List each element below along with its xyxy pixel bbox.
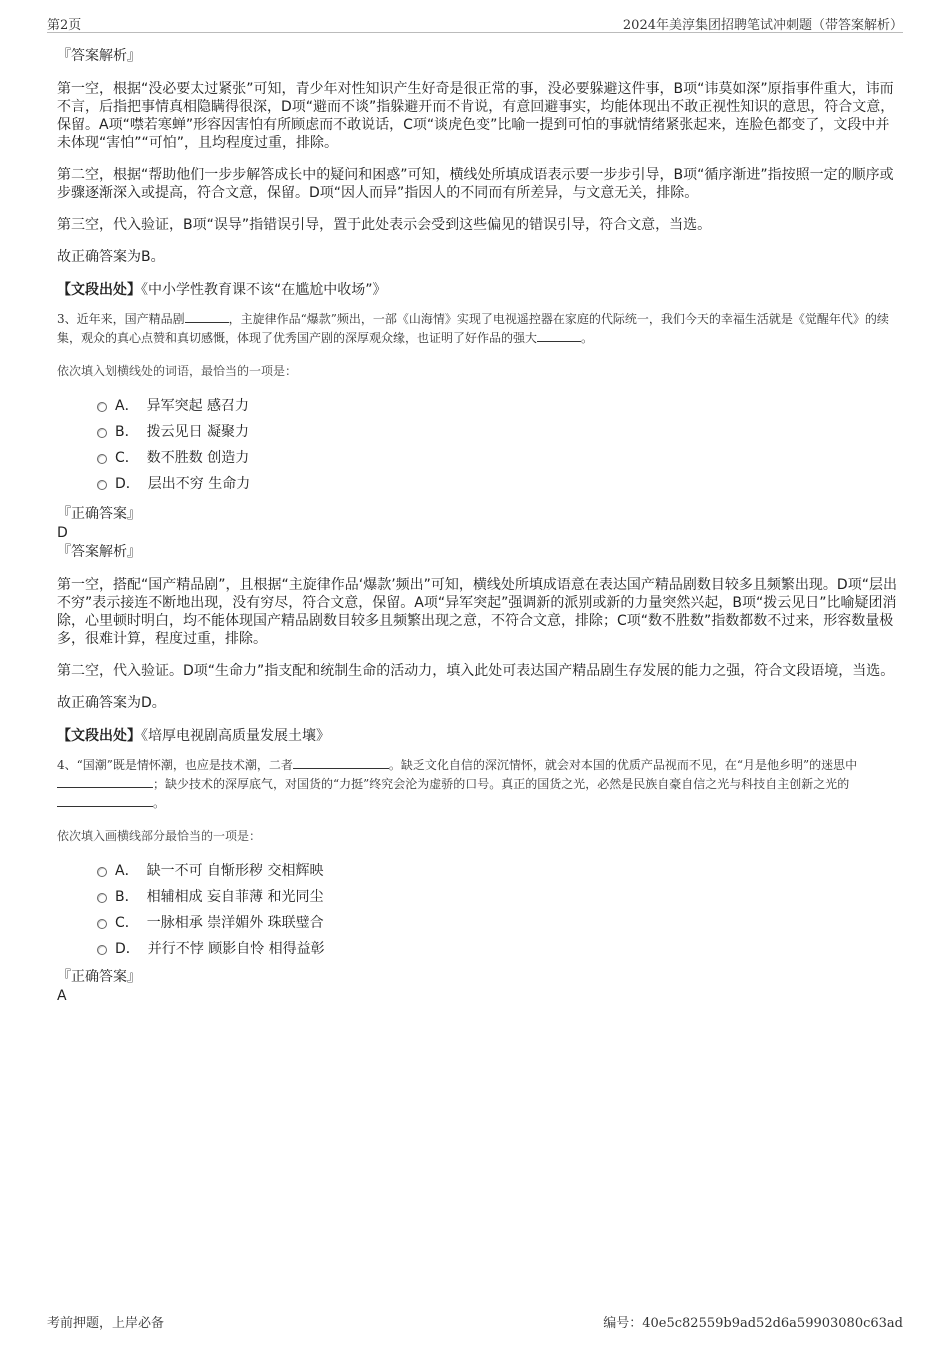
q3-hint: 依次填入划横线处的词语，最恰当的一项是： (57, 364, 298, 378)
q4-text-d: 。 (153, 796, 166, 810)
document-title: 2024年美淳集团招聘笔试冲刺题（带答案解析） (622, 18, 903, 33)
q4-text-b: 。缺乏文化自信的深沉情怀，就会对本国的优质产品视而不见，在“月是他乡明”的迷思中 (388, 758, 858, 772)
q3-text-c: 。 (581, 331, 594, 345)
q2-analysis-paragraph: 第三空，代入验证，B项“误导”指错误引导，置于此处表示会受到这些偏见的错误引导，符合文意，当选。 (57, 217, 712, 233)
q4-blank-1 (293, 756, 389, 769)
q2-analysis-paragraph: 第二空，根据“帮助他们一步步解答成长中的疑问和困惑”可知，横线处所填成语表示要一步步引导，B项“循序渐进”指按照一定的顺序或步骤逐渐深入或提高，符合文意，保留。D项“因人而异”指因人的不同而有所差异，与文意无关，排除。 (57, 167, 894, 201)
radio-icon[interactable] (97, 480, 107, 490)
radio-icon[interactable] (97, 945, 107, 955)
q3-analysis-label: 『答案解析』 (57, 544, 141, 560)
q4-answer: A (57, 988, 67, 1004)
q2-analysis-paragraph: 第一空，根据“没必要太过紧张”可知，青少年对性知识产生好奇是很正常的事，没必要躲避这件事，B项“讳莫如深”原指事件重大，讳而不言，后指把事情真相隐瞒得很深，D项“避而不谈”指躲避开而不肯说，有意回避事实，均能体现出不敢正视性知识的意思，符合文意，保留。A项“噤若寒蝉”形容因害怕有所顾虑而不敢说话，C项“谈虎色变”比喻一提到可怕的事就情绪紧张起来，连脸色都变了，文段中并未体现“害怕”“可怕”，且均程度过重，排除。 (57, 81, 895, 151)
radio-icon[interactable] (97, 919, 107, 929)
q3-answer: D (57, 525, 68, 541)
q3-blank-1 (185, 310, 229, 323)
document-content (57, 46, 897, 1005)
q3-answer-label: 『正确答案』 (57, 506, 141, 522)
q3-source-title: 《培厚电视剧高质量发展土壤》 (141, 728, 330, 744)
q3-analysis-paragraph: 第一空，搭配“国产精品剧”，且根据“主旋律作品‘爆款’频出”可知，横线处所填成语意在表达国产精品剧数目较多且频繁出现。D项“层出不穷”表示接连不断地出现，没有穷尽，符合文意，保留。A项“异军突起”强调新的派别或新的力量突然兴起，B项“拨云见日”比喻疑团消除，心里顿时明白，均不能体现国产精品剧数目较多且频繁出现之意，不符合文意，排除；C项“数不胜数”指数都数不过来，形容数量极多，很难计算，程度过重，排除。 (57, 577, 897, 647)
q4-option-c[interactable]: C． 一脉相承 崇洋媚外 珠联璧合 (97, 909, 897, 935)
q4-option-b[interactable]: B． 相辅相成 妄自菲薄 和光同尘 (97, 883, 897, 909)
q4-answer-label: 『正确答案』 (57, 969, 141, 985)
q4-blank-2 (57, 775, 153, 788)
q3-source (57, 726, 897, 746)
q4-question (57, 756, 897, 813)
q4-options (57, 857, 897, 961)
q4-blank-3 (57, 794, 153, 807)
q3-option-c[interactable]: C． 数不胜数 创造力 (97, 444, 897, 470)
q2-analysis-paragraph: 故正确答案为B。 (57, 249, 165, 265)
q3-option-d[interactable]: D． 层出不穷 生命力 (97, 470, 897, 496)
q3-option-b[interactable]: B． 拨云见日 凝聚力 (97, 418, 897, 444)
q3-blank-2 (537, 329, 581, 342)
q3-option-a[interactable]: A． 异军突起 感召力 (97, 392, 897, 418)
radio-icon[interactable] (97, 402, 107, 412)
q3-source-label: 【文段出处】 (57, 728, 141, 744)
radio-icon[interactable] (97, 867, 107, 877)
q3-text-a: 3、近年来，国产精品剧 (57, 312, 185, 326)
q4-text-c: ；缺少技术的深厚底气，对国货的“力挺”终究会沦为虚骄的口号。真正的国货之光，必然是民族自豪自信之光与科技自主创新之光的 (153, 777, 850, 791)
q4-hint: 依次填入画横线部分最恰当的一项是： (57, 829, 262, 843)
page-number: 第2页 (47, 18, 82, 33)
q3-analysis-paragraph: 故正确答案为D。 (57, 695, 166, 711)
q3-text-b: ，主旋律作品“爆款”频出，一部《山海情》实现了电视遥控器在家庭的代际统一，我们今天的幸福生活就是《觉醒年代》的续集，观众的真心点赞和真切感慨，体现了优秀国产剧的深厚观众缘，也证明了好作品的强大 (57, 312, 889, 345)
q3-analysis-paragraph: 第二空，代入验证。D项“生命力”指支配和统制生命的活动力，填入此处可表达国产精品剧生存发展的能力之强，符合文段语境，当选。 (57, 663, 895, 679)
radio-icon[interactable] (97, 454, 107, 464)
q2-source (57, 280, 897, 300)
q3-options (57, 392, 897, 496)
q4-text-a: 4、“国潮”既是情怀潮，也应是技术潮，二者 (57, 758, 293, 772)
q4-option-a[interactable]: A． 缺一不可 自惭形秽 交相辉映 (97, 857, 897, 883)
q2-source-label: 【文段出处】 (57, 282, 141, 298)
q3-question (57, 310, 897, 348)
q2-source-title: 《中小学性教育课不该“在尴尬中收场”》 (141, 282, 387, 298)
page-header (47, 12, 903, 33)
radio-icon[interactable] (97, 428, 107, 438)
q4-option-d[interactable]: D． 并行不悖 顾影自怜 相得益彰 (97, 935, 897, 961)
q2-analysis-label: 『答案解析』 (57, 48, 141, 64)
footer-code: 编号：40e5c82559b9ad52d6a59903080c63ad (603, 1316, 903, 1331)
radio-icon[interactable] (97, 893, 107, 903)
footer-motto: 考前押题，上岸必备 (47, 1316, 165, 1331)
